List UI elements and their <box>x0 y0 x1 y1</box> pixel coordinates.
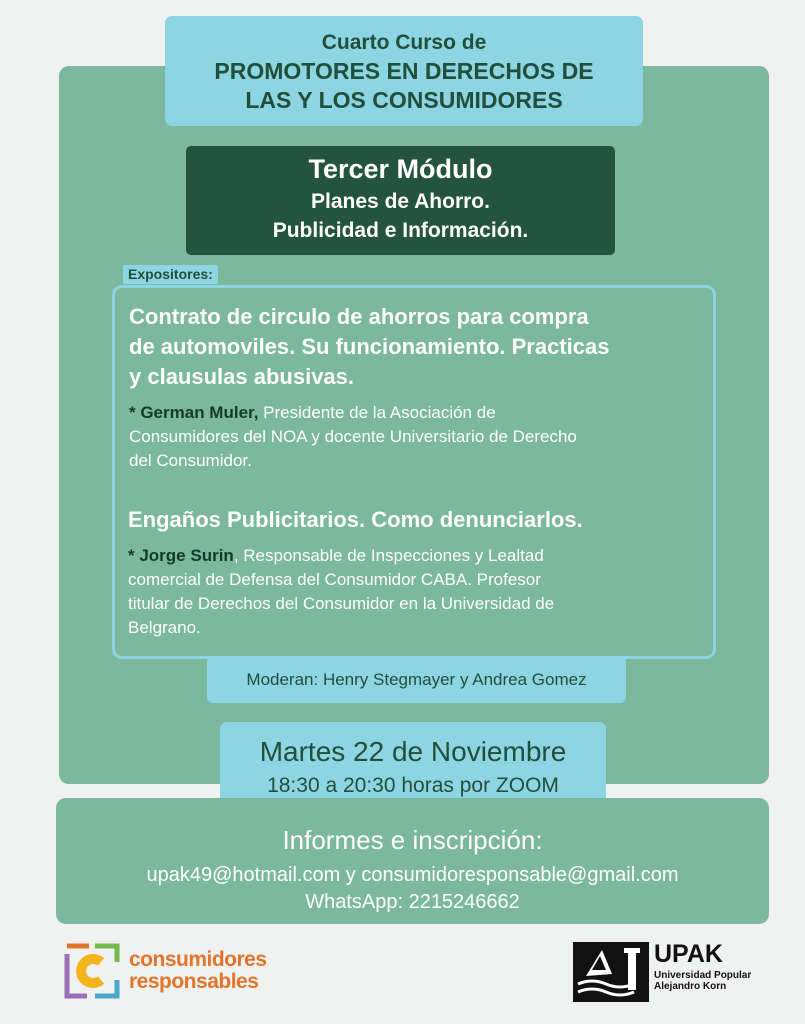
topic-1-title <box>129 302 609 392</box>
speaker-1-desc: Presidente de la Asociación de <box>258 403 496 422</box>
topic-2-line: Engaños Publicitarios. Como denunciarlos. <box>128 507 583 532</box>
brand-line-2: responsables <box>129 970 259 993</box>
module-box <box>186 146 615 255</box>
event-time: 18:30 a 20:30 horas por ZOOM <box>267 774 559 797</box>
topic-1-line: Contrato de circulo de ahorros para compra <box>129 304 589 329</box>
module-subtitle-1: Planes de Ahorro. <box>311 190 490 213</box>
info-title: Informes e inscripción: <box>282 825 543 855</box>
course-title-box <box>165 16 643 126</box>
course-title-line3: LAS Y LOS CONSUMIDORES <box>245 87 563 113</box>
expositores-label: Expositores: <box>123 265 218 284</box>
upak-subtitle-1: Universidad Popular <box>654 970 752 981</box>
event-date: Martes 22 de Noviembre <box>259 736 567 767</box>
speaker-1-desc: del Consumidor. <box>129 451 252 470</box>
c-logo-icon <box>63 942 121 1000</box>
speaker-2-desc: comercial de Defensa del Consumidor CABA. Profesor <box>128 570 541 589</box>
brand-line-1: consumidores <box>129 948 267 971</box>
info-whatsapp[interactable]: WhatsApp: 2215246662 <box>305 891 520 913</box>
upak-subtitle-2: Alejandro Korn <box>654 981 727 992</box>
speaker-2 <box>128 544 554 640</box>
speaker-2-name: * Jorge Surin <box>128 546 234 565</box>
upak-subtitle <box>654 970 751 992</box>
upak-logo <box>572 940 772 1004</box>
upak-title: UPAK <box>654 940 723 968</box>
speaker-1 <box>129 401 577 473</box>
expositores-box <box>112 285 716 659</box>
speaker-1-desc: Consumidores del NOA y docente Universitario de Derecho <box>129 427 577 446</box>
moderators: Moderan: Henry Stegmayer y Andrea Gomez <box>207 656 626 703</box>
consumidores-responsables-logo <box>63 942 303 1002</box>
speaker-2-desc: Belgrano. <box>128 618 201 637</box>
course-title-line1: Cuarto Curso de <box>321 31 487 54</box>
brand-text <box>129 949 267 993</box>
topic-1-line: de automoviles. Su funcionamiento. Practicas <box>129 334 610 359</box>
module-title: Tercer Módulo <box>308 154 493 184</box>
topic-1-line: y clausulas abusivas. <box>129 364 355 389</box>
topic-2-title <box>128 505 583 535</box>
upak-emblem-icon <box>572 940 650 1004</box>
speaker-2-desc: , Responsable de Inspecciones y Lealtad <box>233 546 544 565</box>
speaker-2-desc: titular de Derechos del Consumidor en la Universidad de <box>128 594 555 613</box>
course-title-line2: PROMOTORES EN DERECHOS DE <box>214 58 594 84</box>
info-panel <box>56 798 769 924</box>
module-subtitle-2: Publicidad e Información. <box>272 219 529 242</box>
info-emails[interactable]: upak49@hotmail.com y consumidoresponsable@gmail.com <box>146 864 679 886</box>
speaker-1-name: * German Muler, <box>129 403 259 422</box>
